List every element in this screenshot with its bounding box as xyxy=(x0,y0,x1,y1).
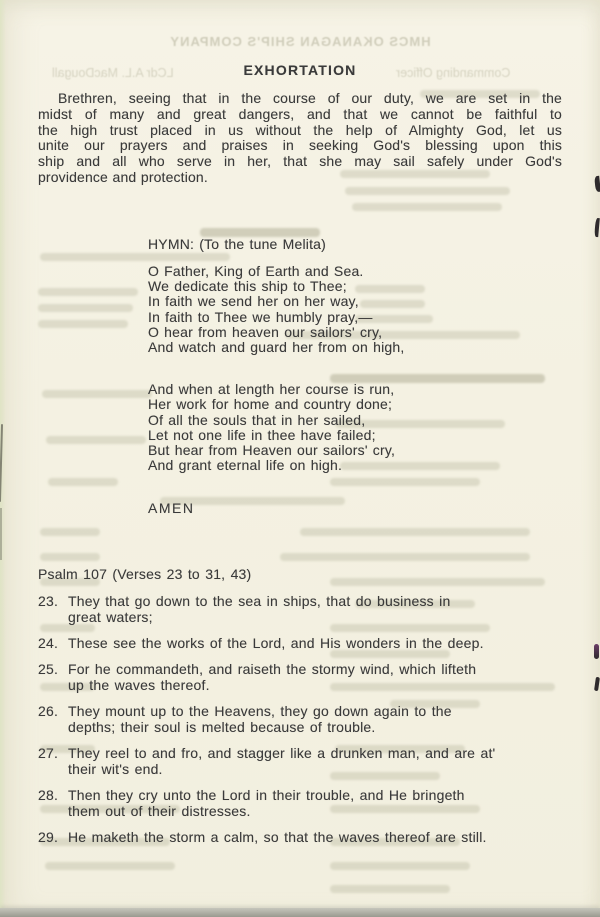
hymn-line: And when at length her course is run, xyxy=(148,381,395,398)
paragraph-line: ship and all who serve in her, that she may sail safely under God's xyxy=(38,153,562,170)
verse-line: their wit's end. xyxy=(68,761,163,777)
psalm-verse xyxy=(38,829,568,845)
verse-line: For he commandeth, and raiseth the stormy wind, which lifteth xyxy=(68,661,477,677)
verse-number: 24. xyxy=(38,635,59,651)
verse-line: He maketh the storm a calm, so that the waves thereof are still. xyxy=(68,829,487,845)
bleed-through-bar xyxy=(38,288,138,296)
hymn-line: In faith we send her on her way, xyxy=(148,293,359,310)
bleed-through-bar xyxy=(40,528,100,536)
verse-number: 25. xyxy=(38,661,59,677)
psalm-verse xyxy=(38,635,568,651)
bleed-through-bar xyxy=(42,390,152,398)
exhortation-paragraph xyxy=(38,91,562,186)
hymn-line: And watch and guard her from on high, xyxy=(148,339,405,356)
bleed-through-bar xyxy=(300,528,530,536)
verse-line: Then they cry unto the Lord in their trouble, and He bringeth xyxy=(68,787,465,803)
hymn-section xyxy=(148,236,404,516)
paragraph-line: unite our prayers and praises in seeking God's blessing upon this xyxy=(38,137,562,154)
amen-text: AMEN xyxy=(148,500,195,517)
verse-number: 26. xyxy=(38,703,59,719)
bleed-through-bar xyxy=(38,304,133,312)
verse-line: up the waves thereof. xyxy=(68,677,210,693)
verse-line: great waters; xyxy=(68,609,153,625)
psalm-verse xyxy=(38,593,568,625)
hymn-line: In faith to Thee we humbly pray,— xyxy=(148,308,373,325)
verse-line: They that go down to the sea in ships, that do business in xyxy=(68,593,451,609)
page-bottom-edge xyxy=(0,908,600,917)
bleed-through-bar xyxy=(46,436,146,444)
scan-edge-mark xyxy=(0,508,2,560)
hymn-stanza-2 xyxy=(148,382,404,473)
bleed-through-bar xyxy=(38,320,128,328)
paragraph-line: midst of many and great dangers, and that we cannot be faithful to xyxy=(38,105,562,122)
verse-line: These see the works of the Lord, and His wonders in the deep. xyxy=(68,635,484,651)
verse-line: They reel to and fro, and stagger like a drunken man, and are at' xyxy=(68,745,496,761)
bleed-through-bar xyxy=(330,862,470,870)
hymn-line: We dedicate this ship to Thee; xyxy=(148,278,347,295)
bleed-through-title: HMCS OKANAGAN SHIP'S COMPANY xyxy=(169,34,431,49)
bleed-through-bar xyxy=(45,862,175,870)
psalm-verse xyxy=(38,745,568,777)
bleed-through-line: Commanding Officer xyxy=(396,66,511,80)
hymn-stanza-1 xyxy=(148,264,404,355)
hymn-line: O hear from heaven our sailors' cry, xyxy=(148,323,383,340)
psalm-verse xyxy=(38,703,568,735)
bleed-through-bar xyxy=(48,478,118,486)
ink-mark xyxy=(594,644,599,659)
hymn-title: HYMN: (To the tune Melita) xyxy=(148,236,327,252)
exhortation-heading: EXHORTATION xyxy=(243,62,357,78)
verse-line: them out of their distresses. xyxy=(68,803,251,819)
verse-line: depths; their soul is melted because of trouble. xyxy=(68,719,376,735)
bleed-through-bar xyxy=(280,553,530,561)
paragraph-line: providence and protection. xyxy=(38,168,208,185)
hymn-line: Of all the souls that in her sailed, xyxy=(148,411,366,428)
verse-number: 28. xyxy=(38,787,59,803)
psalm-section xyxy=(38,566,568,855)
verse-number: 29. xyxy=(38,829,59,845)
psalm-heading: Psalm 107 (Verses 23 to 31, 43) xyxy=(38,566,252,582)
verse-number: 27. xyxy=(38,745,59,761)
paragraph-line: the high trust placed in us without the help of Almighty God, let us xyxy=(38,121,562,138)
bleed-through-bar xyxy=(352,203,502,211)
psalm-verse xyxy=(38,787,568,819)
verse-number: 23. xyxy=(38,593,59,609)
psalm-verse xyxy=(38,661,568,693)
hymn-line: O Father, King of Earth and Sea. xyxy=(148,263,364,279)
paragraph-line: Brethren, seeing that in the course of our duty, we are set in the xyxy=(58,90,562,106)
hymn-line: And grant eternal life on high. xyxy=(148,457,343,474)
verse-line: They mount up to the Heavens, they go down again to the xyxy=(68,703,452,719)
hymn-line: Let not one life in thee have failed; xyxy=(148,426,376,443)
bleed-through-bar xyxy=(40,553,100,561)
bleed-through-bar xyxy=(330,885,450,893)
hymn-line: But hear from Heaven our sailors' cry, xyxy=(148,442,396,459)
hymn-line: Her work for home and country done; xyxy=(148,396,393,413)
bleed-through-bar xyxy=(345,187,510,195)
bleed-through-line: LCdr A.L. MacDougall xyxy=(52,66,174,80)
